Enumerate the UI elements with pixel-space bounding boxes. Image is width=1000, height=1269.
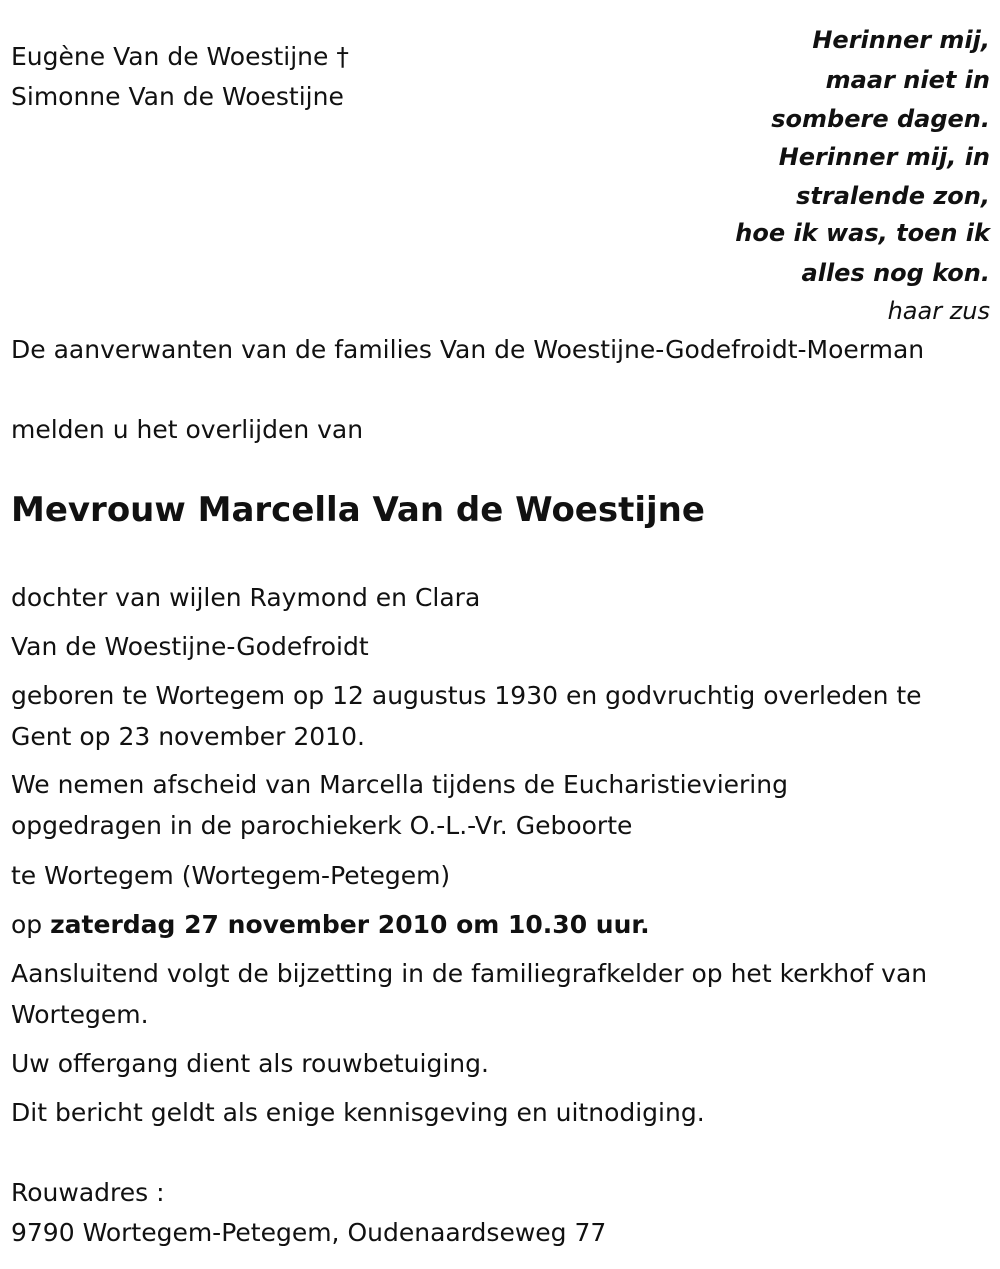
farewell-line-1: We nemen afscheid van Marcella tijdens de Eucharistieviering [11, 770, 788, 799]
farewell-line-2: opgedragen in de parochiekerk O.-L.-Vr. Geboorte [11, 811, 633, 840]
poem-line: Herinner mij, [812, 26, 990, 54]
born-line-1: geboren te Wortegem op 12 augustus 1930 en godvruchtig overleden te [11, 681, 922, 710]
poem-line: Herinner mij, in [778, 143, 990, 171]
poem-line: hoe ik was, toen ik [735, 219, 990, 247]
place-line: te Wortegem (Wortegem-Petegem) [11, 861, 451, 890]
born-line-2: Gent op 23 november 2010. [11, 722, 365, 751]
poem-line: alles nog kon. [801, 259, 990, 287]
intro-text: De aanverwanten van de families Van de Woestijne-Godefroidt-Moerman [11, 335, 925, 364]
family-name-2: Simonne Van de Woestijne [11, 82, 344, 111]
poem-line: stralende zon, [796, 182, 990, 210]
address-value: 9790 Wortegem-Petegem, Oudenaardseweg 77 [11, 1218, 607, 1247]
parents-line-1: dochter van wijlen Raymond en Clara [11, 583, 481, 612]
burial-line-2: Wortegem. [11, 1000, 149, 1029]
announce-text: melden u het overlijden van [11, 415, 364, 444]
cross-icon: † [336, 42, 349, 71]
family-name-1: Eugène Van de Woestijne † [11, 42, 349, 71]
service-date: zaterdag 27 november 2010 om 10.30 uur. [50, 910, 650, 939]
burial-line-1: Aansluitend volgt de bijzetting in de familiegrafkelder op het kerkhof van [11, 959, 928, 988]
date-line: op zaterdag 27 november 2010 om 10.30 uur. [11, 910, 650, 939]
address-label: Rouwadres : [11, 1178, 165, 1207]
notice-line: Dit bericht geldt als enige kennisgeving en uitnodiging. [11, 1098, 705, 1127]
offering-line: Uw offergang dient als rouwbetuiging. [11, 1049, 489, 1078]
poem-line: maar niet in [825, 66, 990, 94]
poem-line: sombere dagen. [771, 105, 990, 133]
poem-signature: haar zus [887, 297, 990, 325]
parents-line-2: Van de Woestijne-Godefroidt [11, 632, 369, 661]
deceased-name: Mevrouw Marcella Van de Woestijne [11, 490, 705, 530]
